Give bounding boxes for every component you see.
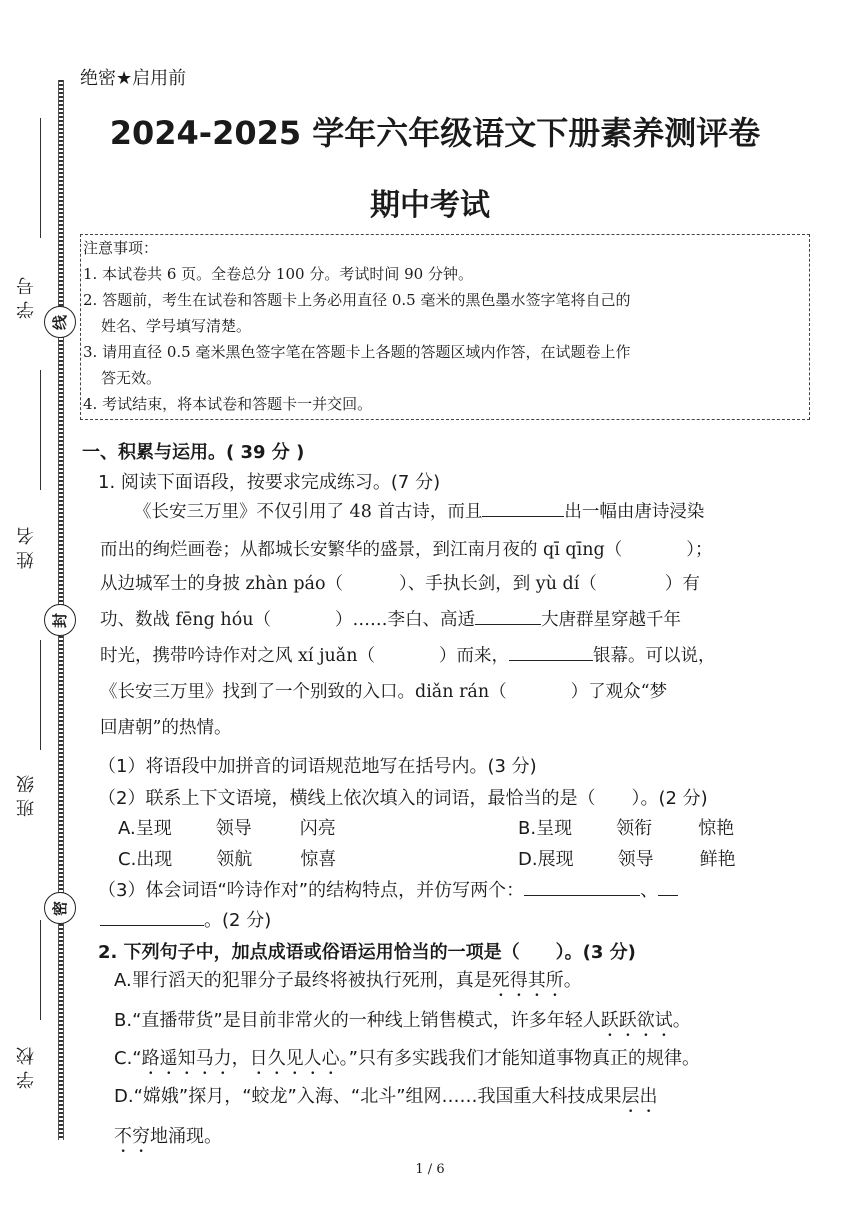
passage-line: 而出的绚烂画卷；从都城长安繁华的盛景，到江南月夜的 qī qīng（ ）； bbox=[100, 540, 713, 560]
option-a[interactable]: A.罪行滔天的犯罪分子最终将被执行死刑，真是死得其所。 bbox=[114, 970, 582, 991]
class-rule bbox=[40, 640, 41, 750]
option-d-cont: 不穷地涌现。 bbox=[114, 1126, 222, 1147]
sub-question-3: （3）体会词语“吟诗作对”的结构特点，并仿写两个： 、 bbox=[98, 876, 678, 902]
secret-mark: 绝密★启用前 bbox=[80, 68, 187, 89]
page-title: 2024-2025 学年六年级语文下册素养测评卷 bbox=[109, 114, 761, 152]
notice-item: 2. 答题前，考生在试卷和答题卡上务必用直径 0.5 毫米的黑色墨水签字笔将自己的 bbox=[83, 291, 631, 309]
notice-item: 3. 请用直径 0.5 毫米黑色签字笔在答题卡上各题的答题区域内作答，在试题卷上作 bbox=[83, 343, 631, 361]
answer-blank[interactable] bbox=[524, 877, 640, 896]
question-2-stem: 2. 下列句子中，加点成语或俗语运用恰当的一项是（ ）。(3 分) bbox=[98, 942, 636, 963]
sub-question-1: （1）将语段中加拼音的词语规范地写在括号内。(3 分) bbox=[98, 756, 537, 777]
page-subtitle: 期中考试 bbox=[370, 188, 490, 223]
notice-item: 答无效。 bbox=[101, 369, 162, 387]
option-c[interactable]: C.“路遥知马力，日久见人心。”只有多实践我们才能知道事物真正的规律。 bbox=[114, 1048, 700, 1069]
notice-heading: 注意事项： bbox=[83, 239, 159, 257]
section-heading: 一、积累与运用。( 39 分 ) bbox=[82, 442, 305, 463]
school-rule bbox=[40, 920, 41, 1020]
page-number: 1 / 6 bbox=[415, 1162, 445, 1177]
sub-question-3-cont: 。(2 分) bbox=[100, 906, 271, 932]
option-d[interactable]: D.“嫦娥”探月，“蛟龙”入海、“北斗”组网……我国重大科技成果层出 bbox=[114, 1086, 658, 1107]
passage-line: 回唐朝”的热情。 bbox=[100, 718, 232, 738]
notice-box bbox=[80, 234, 810, 420]
answer-blank[interactable] bbox=[658, 877, 678, 896]
name-rule bbox=[40, 370, 41, 490]
passage-line: 时光，携带吟诗作对之风 xí juǎn（ ）而来， 银幕。可以说， bbox=[100, 642, 716, 667]
seal-mi-mark: 密 bbox=[44, 892, 76, 924]
answer-blank[interactable] bbox=[475, 606, 541, 625]
notice-item: 姓名、学号填写清楚。 bbox=[101, 317, 252, 335]
answer-blank[interactable] bbox=[482, 498, 564, 517]
passage-line: 《长安三万里》找到了一个别致的入口。diǎn rán（ ）了观众“梦 bbox=[100, 682, 668, 702]
option-d[interactable]: D.展现 领导 鲜艳 bbox=[518, 849, 736, 870]
seal-line-mark: 线 bbox=[44, 306, 76, 338]
passage-line: 《长安三万里》不仅引用了 48 首古诗，而且 出一幅由唐诗浸染 bbox=[134, 498, 704, 523]
question-1-stem: 1. 阅读下面语段，按要求完成练习。(7 分) bbox=[98, 472, 441, 493]
school-label: 学校 bbox=[16, 1041, 37, 1089]
sub-question-2: （2）联系上下文语境，横线上依次填入的词语，最恰当的是（ ）。(2 分) bbox=[98, 788, 708, 809]
notice-item: 1. 本试卷共 6 页。全卷总分 100 分。考试时间 90 分钟。 bbox=[83, 265, 473, 283]
class-label: 班级 bbox=[16, 769, 37, 817]
name-label: 姓名 bbox=[16, 521, 37, 569]
passage-line: 功、数战 fēng hóu（ ）……李白、高适 大唐群星穿越千年 bbox=[100, 606, 681, 631]
notice-item: 4. 考试结束，将本试卷和答题卡一并交回。 bbox=[83, 395, 373, 413]
option-c[interactable]: C.出现 领航 惊喜 bbox=[118, 849, 337, 870]
option-b[interactable]: B.呈现 领衔 惊艳 bbox=[518, 818, 735, 839]
student-id-label: 学号 bbox=[16, 271, 37, 319]
option-b[interactable]: B.“直播带货”是目前非常火的一种线上销售模式，许多年轻人跃跃欲试。 bbox=[114, 1010, 691, 1031]
option-a[interactable]: A.呈现 领导 闪亮 bbox=[118, 818, 336, 839]
seal-feng-mark: 封 bbox=[44, 604, 76, 636]
answer-blank[interactable] bbox=[509, 642, 593, 661]
answer-blank[interactable] bbox=[100, 907, 204, 926]
passage-line: 从边城军士的身披 zhàn páo（ ）、手执长剑，到 yù dí（ ）有 bbox=[100, 574, 700, 594]
